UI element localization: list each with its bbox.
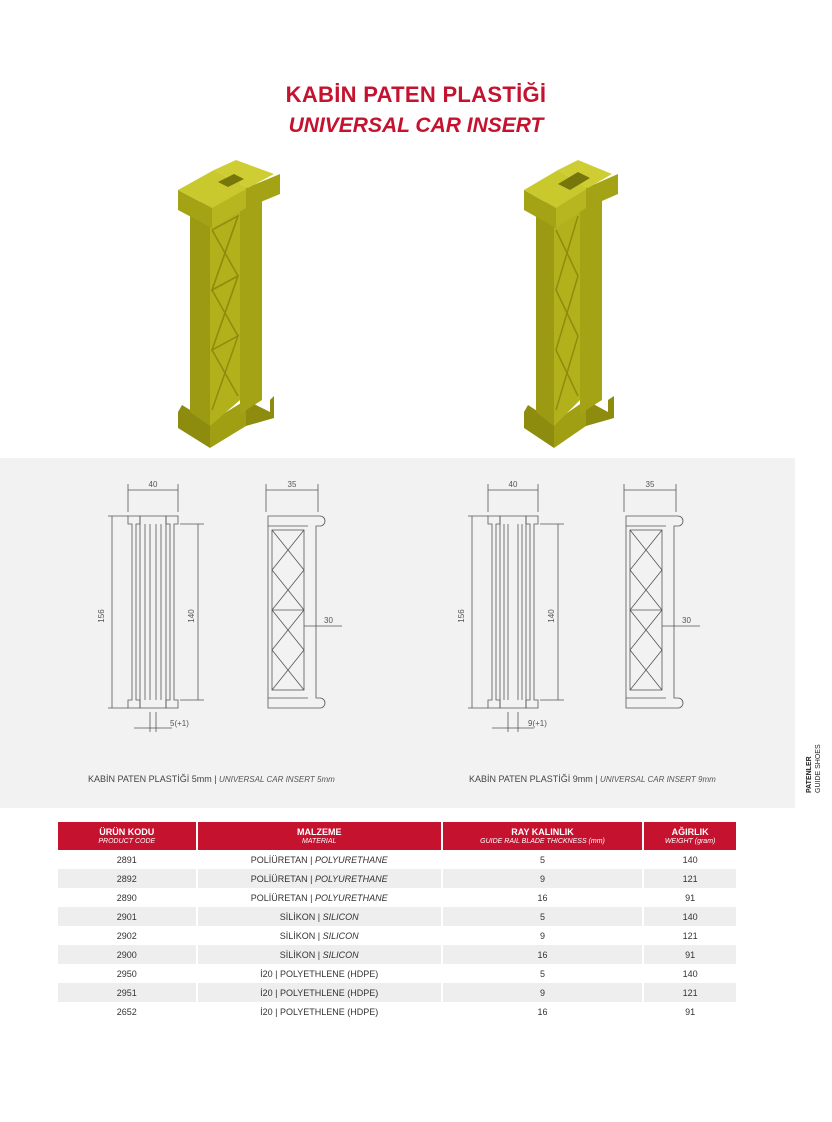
material-tr: İ20 | POLYETHLENE (HDPE) (260, 1006, 379, 1017)
table-header-row (58, 822, 736, 850)
cell-material (198, 869, 441, 888)
cell-weight: 91 (685, 1006, 696, 1017)
cell-weight: 121 (644, 983, 736, 1002)
cell-weight: 121 (682, 930, 698, 941)
table-row (58, 869, 736, 888)
side-tab-line1: PATENLER (806, 756, 813, 793)
caption-tr: KABİN PATEN PLASTİĞİ 5mm | (88, 774, 217, 784)
cell-weight: 140 (682, 968, 698, 979)
cell-rail-thickness: 5 (540, 968, 546, 979)
front-view-drawing-5mm (90, 476, 210, 746)
cell-product-code: 2890 (116, 892, 137, 903)
table-row (58, 983, 736, 1002)
cell-rail-thickness: 5 (443, 907, 642, 926)
table-row (58, 907, 736, 926)
cell-material (198, 850, 441, 869)
material-tr: İ20 | POLYETHLENE (HDPE) (260, 987, 379, 998)
cell-material (198, 945, 441, 964)
material-en: POLYURETHANE (314, 892, 388, 903)
table-row (58, 964, 736, 983)
dim-height: 156 (97, 609, 106, 623)
page-title: KABİN PATEN PLASTİĞİ (285, 82, 547, 107)
header-product-code: ÜRÜN KODU PRODUCT CODE (58, 822, 196, 850)
material-en: SILICON (322, 930, 359, 941)
dim-mid: 30 (682, 616, 691, 625)
dim-height: 156 (457, 609, 466, 623)
material-tr: POLİÜRETAN | (250, 854, 313, 865)
product-image-5mm (170, 160, 290, 455)
header-material: MALZEME MATERIAL (198, 822, 441, 850)
cell-material (198, 907, 441, 926)
material-tr: İ20 | POLYETHLENE (HDPE) (260, 968, 379, 979)
header-rail-thickness: RAY KALINLIK GUIDE RAIL BLADE THICKNESS (mm) (443, 822, 642, 850)
cell-rail-thickness: 16 (537, 1006, 548, 1017)
technical-drawings-band (0, 458, 795, 808)
drawing-caption-9mm (469, 774, 716, 784)
dim-side-width: 35 (645, 480, 655, 489)
caption-en: UNIVERSAL CAR INSERT 9mm (600, 775, 716, 784)
cell-rail-thickness: 9 (443, 869, 642, 888)
cell-rail-thickness: 9 (443, 983, 642, 1002)
material-tr: SİLİKON | (279, 949, 321, 960)
material-en: POLYURETHANE (314, 854, 388, 865)
cell-weight: 91 (685, 892, 696, 903)
dim-mid: 30 (324, 616, 333, 625)
cell-rail-thickness: 9 (540, 930, 546, 941)
dim-width: 40 (508, 480, 518, 489)
dim-inner-height: 140 (547, 609, 556, 623)
material-tr: POLİÜRETAN | (250, 873, 313, 884)
product-image-9mm (520, 160, 625, 455)
cell-product-code: 2950 (116, 968, 137, 979)
table-row (58, 926, 736, 945)
product-spec-table (56, 822, 738, 1021)
dim-inner-height: 140 (187, 609, 196, 623)
cell-material (198, 1002, 441, 1021)
cell-material (198, 983, 441, 1002)
side-view-drawing-9mm (616, 476, 716, 746)
material-tr: SİLİKON | (279, 930, 321, 941)
material-en: SILICON (322, 911, 359, 922)
cell-rail-thickness: 16 (537, 892, 548, 903)
caption-tr: KABİN PATEN PLASTİĞİ 9mm | (469, 774, 598, 784)
cell-product-code: 2902 (116, 930, 137, 941)
cell-material (198, 888, 441, 907)
cell-material (198, 964, 441, 983)
dim-side-width: 35 (287, 480, 297, 489)
front-view-drawing-9mm (450, 476, 570, 746)
dim-width: 40 (148, 480, 158, 489)
dim-gap: 5(+1) (170, 719, 189, 728)
side-section-tab (806, 745, 826, 805)
side-tab-line2: GUIDE SHOES (815, 744, 822, 793)
material-en: POLYURETHANE (314, 873, 388, 884)
cell-product-code: 2900 (58, 945, 196, 964)
table-row (58, 945, 736, 964)
cell-product-code: 2891 (116, 854, 137, 865)
material-tr: SİLİKON | (279, 911, 321, 922)
cell-product-code: 2901 (58, 907, 196, 926)
cell-product-code: 2951 (58, 983, 196, 1002)
caption-en: UNIVERSAL CAR INSERT 5mm (219, 775, 335, 784)
cell-product-code: 2892 (58, 869, 196, 888)
cell-rail-thickness: 16 (443, 945, 642, 964)
table-row (58, 1002, 736, 1021)
cell-weight: 121 (644, 869, 736, 888)
material-tr: POLİÜRETAN | (250, 892, 313, 903)
cell-rail-thickness: 5 (540, 854, 546, 865)
cell-weight: 91 (644, 945, 736, 964)
cell-product-code: 2652 (116, 1006, 137, 1017)
cell-weight: 140 (644, 907, 736, 926)
table-row (58, 888, 736, 907)
material-en: SILICON (322, 949, 359, 960)
page-subtitle: UNIVERSAL CAR INSERT (288, 114, 544, 137)
side-view-drawing-5mm (258, 476, 358, 746)
table-row (58, 850, 736, 869)
cell-material (198, 926, 441, 945)
drawing-caption-5mm (88, 774, 335, 784)
dim-gap: 9(+1) (528, 719, 547, 728)
header-weight: AĞIRLIK WEIGHT (gram) (644, 822, 736, 850)
cell-weight: 140 (682, 854, 698, 865)
